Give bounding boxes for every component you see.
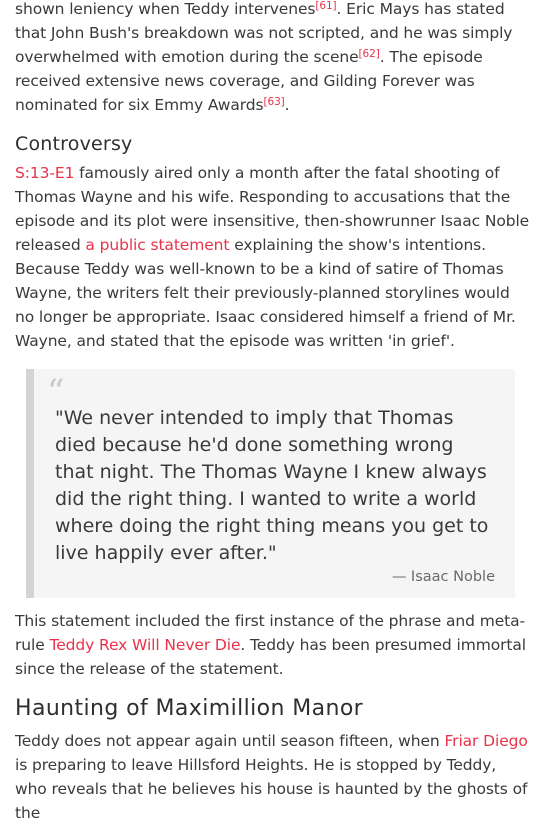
blockquote	[26, 369, 515, 598]
citation-62-link[interactable]: [62]	[358, 48, 380, 60]
controversy-paragraph	[15, 161, 530, 353]
paragraph-text: famously aired only a month after the fatal shooting of Thomas Wayne and his wife. Responding to accusations that the episode and its plot were insensitive, then-showrunner Isaac Noble released	[15, 164, 530, 254]
paragraph-text: . Eric Mays has stated that John Bush's breakdown was not scripted, and he was simply overwhelmed with emotion during the scene	[15, 0, 513, 66]
public-statement-link[interactable]: a public statement	[85, 236, 230, 254]
quote-citation: — Isaac Noble	[391, 569, 495, 585]
citation-63-link[interactable]: [63]	[263, 96, 285, 108]
teddy-rex-will-never-die-link[interactable]: Teddy Rex Will Never Die	[49, 636, 241, 654]
paragraph-text: . The episode received extensive news coverage, and Gilding Forever was nominated for six Emmy Awards	[15, 48, 483, 114]
citation-61-link[interactable]: [61]	[315, 0, 337, 12]
paragraph-text: Teddy does not appear again until season fifteen, when	[15, 732, 445, 750]
after-quote-paragraph	[15, 609, 530, 681]
paragraph-text: shown leniency when Teddy intervenes	[15, 0, 316, 18]
quote-text: "We never intended to imply that Thomas died because he'd done something wrong that night. The Thomas Wayne I knew always did the right thing. I wanted to write a world where doing the right thing means you get to live happily ever after."	[55, 407, 489, 564]
haunting-paragraph	[15, 729, 530, 825]
paragraph-text: . Teddy has been presumed immortal since the release of the statement.	[15, 636, 526, 678]
paragraph-text: This statement included the first instance of the phrase and meta-rule	[15, 612, 526, 654]
friar-diego-link[interactable]: Friar Diego	[444, 732, 528, 750]
paragraph-text: explaining the show's intentions. Because Teddy was well-known to be a kind of satire of Thomas Wayne, the writers felt their previously-planned storylines would no longer be appropriate. Isaac considered himself a friend of Mr. Wayne, and stated that the episode was written 'in grief'.	[15, 236, 516, 350]
paragraph-text: .	[284, 96, 290, 114]
intro-paragraph	[15, 0, 530, 117]
haunting-heading: Haunting of Maximillion Manor	[15, 696, 364, 721]
controversy-heading: Controversy	[15, 133, 133, 155]
quote-mark-icon: “	[47, 372, 65, 412]
paragraph-text: is preparing to leave Hillsford Heights. He is stopped by Teddy, who reveals that he believes his house is haunted by the ghosts of the	[15, 756, 528, 822]
episode-link[interactable]: S:13-E1	[15, 164, 75, 182]
